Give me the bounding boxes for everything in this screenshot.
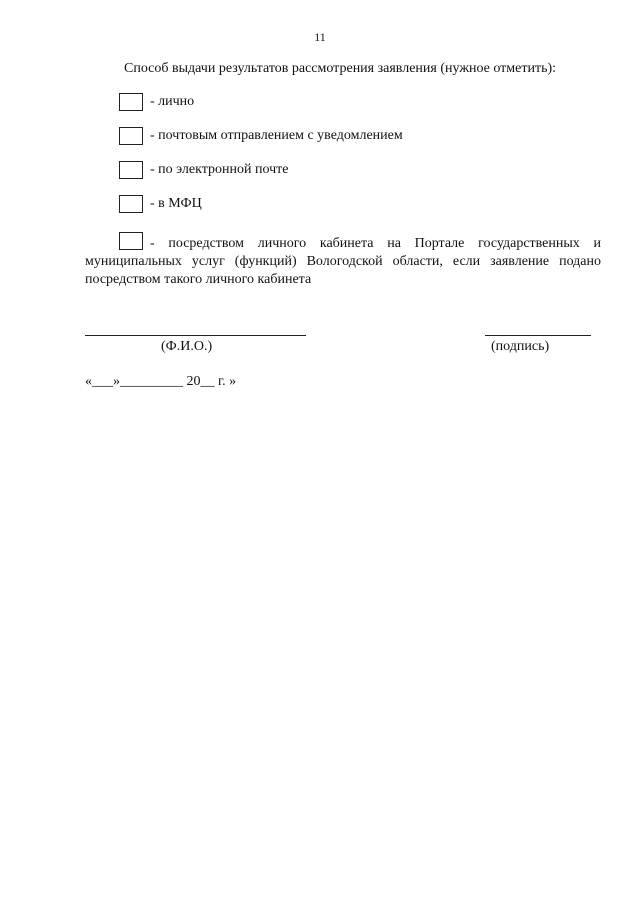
page-number: 11 — [314, 30, 326, 44]
checkbox-mfc[interactable] — [119, 195, 143, 213]
checkbox-post[interactable] — [119, 127, 143, 145]
checkbox-in-person[interactable] — [119, 93, 143, 111]
option-portal[interactable] — [85, 232, 601, 289]
checkbox-email[interactable] — [119, 161, 143, 179]
option-post[interactable] — [119, 127, 403, 145]
option-email[interactable] — [119, 161, 289, 179]
date-line: «___»_________ 20__ г. » — [85, 374, 237, 389]
fio-signature-line — [85, 335, 306, 336]
fio-caption: (Ф.И.О.) — [161, 339, 213, 354]
option-mfc-label: - в МФЦ — [150, 196, 202, 211]
option-in-person[interactable] — [119, 93, 194, 111]
delivery-method-heading: Способ выдачи результатов рассмотрения заявления (нужное отметить): — [124, 61, 557, 76]
signature-caption: (подпись) — [491, 339, 550, 354]
option-portal-label: - посредством личного кабинета на Портале государственных и муниципальных услуг (функций) Вологодской области, если заявление подано посредством такого личного кабинета — [85, 236, 601, 287]
signature-line — [485, 335, 591, 336]
option-post-label: - почтовым отправлением с уведомлением — [150, 128, 403, 143]
option-mfc[interactable] — [119, 195, 202, 213]
option-email-label: - по электронной почте — [150, 162, 289, 177]
checkbox-portal[interactable] — [119, 232, 143, 250]
option-in-person-label: - лично — [150, 94, 195, 109]
